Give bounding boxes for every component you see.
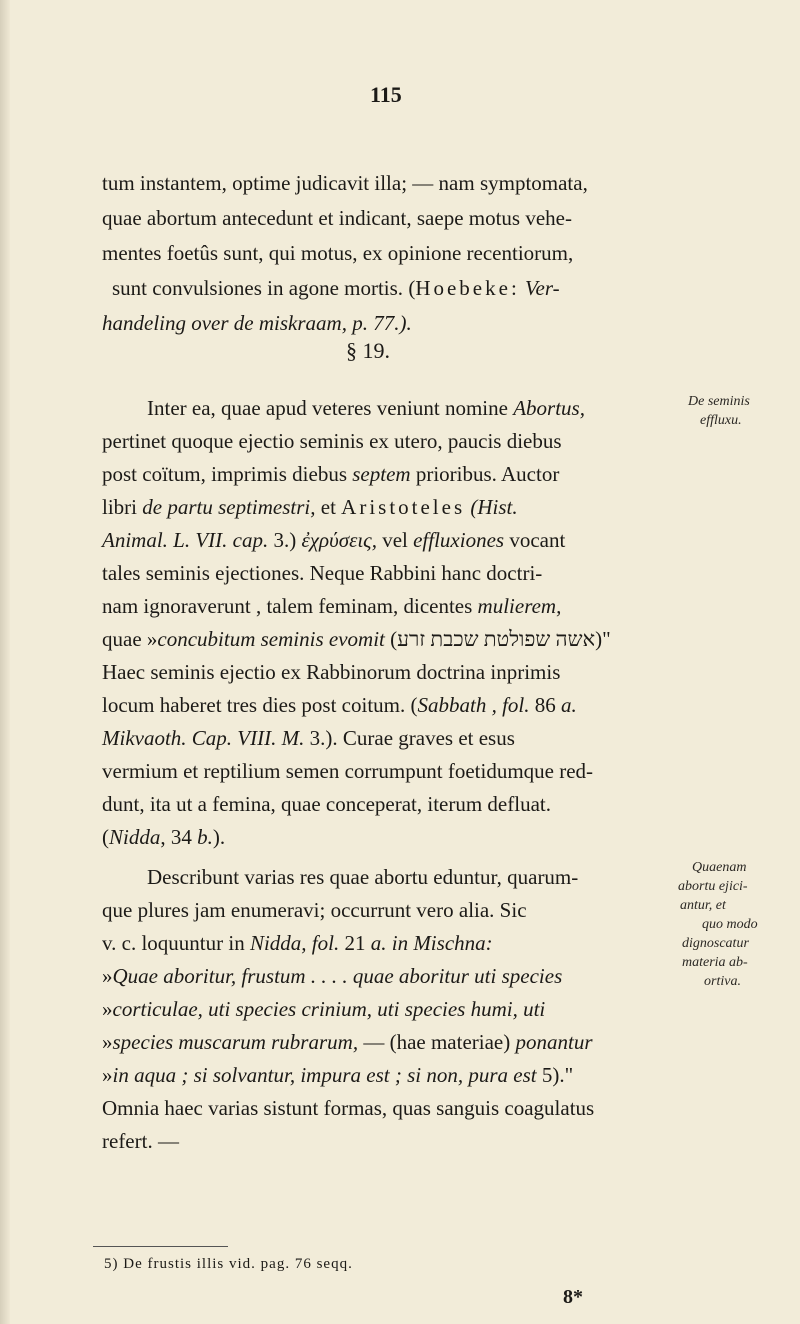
text-segment: b. (197, 825, 213, 849)
text-line: Describunt varias res quae abortu eduntur, quarum- (147, 865, 579, 889)
text-segment: a. in Mischna: (370, 931, 493, 955)
text-line: vermium et reptilium semen corrumpunt foetidumque red- (102, 759, 594, 783)
text-line (102, 994, 545, 1024)
text-line (102, 723, 515, 753)
text-line (102, 961, 562, 991)
text-segment: vocant (509, 528, 566, 552)
author-name: Hoebeke: (415, 276, 520, 300)
text-segment: » (102, 964, 113, 988)
margin-note-line: dignoscatur (682, 936, 749, 951)
text-segment: ). (212, 825, 226, 849)
text-segment: mulierem, (477, 594, 562, 618)
text-segment: locum haberet tres dies post coitum. ( (102, 693, 418, 717)
text-line (102, 492, 518, 522)
text-line: tum instantem, optime judicavit illa; — nam symptomata, (102, 171, 588, 195)
text-segment: Nidda, fol. (249, 931, 340, 955)
text-segment: nam ignoraverunt , talem feminam, dicentes (102, 594, 473, 618)
text-line: tales seminis ejectiones. Neque Rabbini hanc doctri- (102, 561, 543, 585)
signature-mark: 8* (563, 1286, 583, 1308)
text-segment: effluxiones (413, 528, 505, 552)
text-segment: quae » (102, 627, 158, 651)
text-line (102, 624, 611, 654)
text-segment: » (102, 1063, 113, 1087)
text-segment: — (hae materiae) (363, 1030, 511, 1054)
text-segment: corticulae, uti species crinium, uti species humi, uti (112, 997, 546, 1021)
text-line (102, 525, 565, 555)
text-line: dunt, ita ut a femina, quae conceperat, iterum defluat. (102, 792, 551, 816)
text-segment: de partu septimestri, (142, 495, 316, 519)
page-edge-shadow (0, 0, 10, 1324)
citation-page: p. 77.). (352, 311, 412, 335)
margin-note-line: Quaenam (692, 860, 747, 875)
hebrew-phrase: (אשה שפולטת שכבת זרע)" (390, 627, 611, 651)
text-line (102, 1060, 573, 1090)
text-line: quae abortum antecedunt et indicant, saepe motus vehe- (102, 206, 572, 230)
text-segment: species muscarum rubrarum, (112, 1030, 359, 1054)
text-segment: vel (382, 528, 408, 552)
text-segment: 5)." (541, 1063, 574, 1087)
text-line: sunt convulsiones in agone mortis. (Hoebeke: Ver- (112, 276, 560, 300)
author-name: Aristoteles (341, 495, 466, 519)
margin-note-line: antur, et (680, 898, 726, 913)
text-segment: sunt convulsiones in agone mortis. (112, 276, 404, 300)
margin-note-line: materia ab- (682, 955, 748, 970)
text-line (147, 393, 585, 423)
text-line: Haec seminis ejectio ex Rabbinorum doctrina inprimis (102, 660, 561, 684)
text-segment: 21 (344, 931, 366, 955)
text-segment: Inter ea, quae apud veteres veniunt nomine (147, 396, 508, 420)
text-segment: ( (102, 825, 109, 849)
text-line: refert. — (102, 1129, 179, 1153)
margin-note-line: abortu ejici- (678, 879, 748, 894)
text-line (102, 459, 559, 489)
text-segment: Animal. L. VII. cap. (102, 528, 269, 552)
text-segment: a. (561, 693, 577, 717)
text-segment: Quae aboritur, frustum . . . . quae aboritur uti species (112, 964, 563, 988)
citation-title: handeling over de miskraam, (102, 311, 347, 335)
text-segment: » (102, 997, 113, 1021)
margin-note (672, 858, 758, 991)
text-segment: , 34 (160, 825, 192, 849)
text-line (102, 928, 493, 958)
footnote-divider (93, 1246, 228, 1247)
footnote: 5) De frustis illis vid. pag. 76 seqq. (104, 1256, 353, 1272)
greek-word: ἐχρύσεις, (301, 528, 377, 552)
text-segment: post coïtum, imprimis diebus (102, 462, 347, 486)
text-segment: 86 (534, 693, 556, 717)
margin-note-line: ortiva. (704, 974, 741, 989)
margin-note-line: effluxu. (700, 413, 742, 428)
text-segment: 3.) (273, 528, 297, 552)
text-segment: Mikvaoth. Cap. VIII. M. (102, 726, 305, 750)
margin-note-line: De seminis (688, 394, 750, 409)
margin-note-line: quo modo (702, 917, 758, 932)
text-segment: (Hist. (470, 495, 518, 519)
text-line (102, 822, 225, 852)
text-segment: ponantur (515, 1030, 593, 1054)
text-line (102, 591, 561, 621)
text-line: mentes foetûs sunt, qui motus, ex opinione recentiorum, (102, 241, 574, 265)
text-line: que plures jam enumeravi; occurrunt vero alia. Sic (102, 898, 527, 922)
text-segment: Nidda (109, 825, 161, 849)
text-segment: concubitum seminis evomit (157, 627, 385, 651)
text-segment: prioribus. Auctor (415, 462, 560, 486)
text-segment: in aqua ; si solvantur, impura est ; si non, pura est (112, 1063, 537, 1087)
text-segment: et (320, 495, 336, 519)
text-segment: 3.). Curae graves et esus (309, 726, 515, 750)
margin-note (688, 392, 750, 430)
text-line (102, 1027, 593, 1057)
text-line (102, 308, 412, 338)
text-segment: v. c. loquuntur in (102, 931, 245, 955)
text-segment: Sabbath , fol. (417, 693, 530, 717)
citation-title: Ver- (525, 276, 560, 300)
text-segment: septem (352, 462, 411, 486)
text-line (102, 690, 577, 720)
text-segment: libri (102, 495, 137, 519)
page-number: 115 (370, 82, 402, 107)
section-heading: § 19. (346, 338, 390, 363)
text-segment: » (102, 1030, 113, 1054)
text-segment: Abortus, (513, 396, 585, 420)
text-line: Omnia haec varias sistunt formas, quas sanguis coagulatus (102, 1096, 595, 1120)
text-line: pertinet quoque ejectio seminis ex utero, paucis diebus (102, 429, 562, 453)
